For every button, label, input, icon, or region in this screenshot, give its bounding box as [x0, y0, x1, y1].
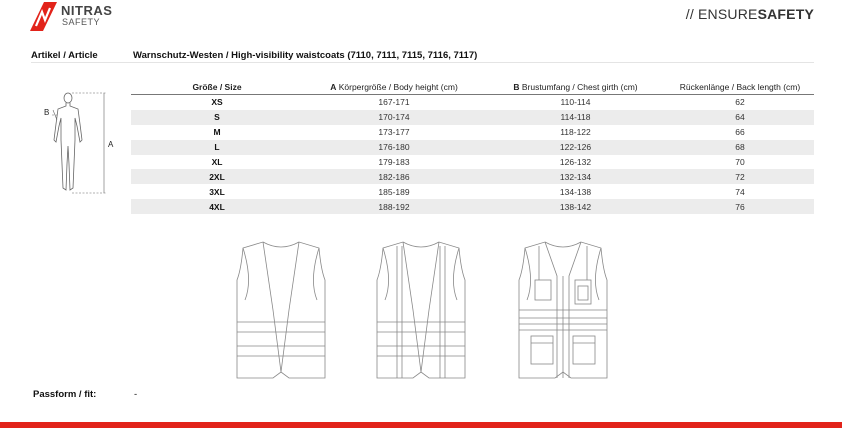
cell-height: 185-189: [378, 186, 410, 197]
cell-height: 182-186: [303, 169, 485, 184]
header-size: Größe / Size: [131, 80, 303, 95]
table-row: [131, 169, 814, 184]
cell-height: 167-171: [378, 97, 410, 108]
tagline-prefix: // ENSURE: [685, 6, 758, 22]
brand-name: NITRAS: [61, 3, 113, 18]
cell-back: 76: [666, 199, 814, 214]
cell-size: M: [213, 127, 221, 138]
cell-chest: 122-126: [485, 140, 666, 155]
table-row: [131, 155, 814, 170]
tagline-bold: SAFETY: [757, 6, 814, 22]
cell-back: 62: [735, 97, 745, 108]
body-measurement-figure: [42, 90, 116, 198]
size-table-header: [131, 80, 814, 95]
cell-size: 4XL: [131, 199, 303, 214]
fit-label: Passform / fit:: [33, 389, 97, 400]
cell-chest: 138-142: [485, 199, 666, 214]
table-row: [131, 184, 814, 199]
figure-label-a: A: [108, 140, 114, 149]
vest-pockets-illustration: [517, 240, 609, 383]
cell-back: 72: [666, 169, 814, 184]
cell-size: XL: [211, 157, 223, 167]
figure-label-b: B: [44, 108, 50, 117]
cell-chest: 132-134: [485, 169, 666, 184]
table-row: [131, 199, 814, 214]
cell-height: 173-177: [378, 127, 410, 138]
cell-chest: 110-114: [560, 97, 591, 108]
cell-size: XS: [211, 97, 223, 108]
cell-size: L: [131, 140, 303, 155]
article-value: Warnschutz-Westen / High-visibility waistcoats (7110, 7111, 7115, 7116, 7117): [133, 50, 478, 61]
divider: [31, 62, 814, 63]
table-row: [131, 140, 814, 155]
cell-back: 70: [735, 157, 745, 167]
cell-height: 179-183: [378, 157, 410, 167]
cell-back: 66: [735, 127, 745, 138]
cell-chest: 126-132: [559, 157, 592, 167]
cell-height: 176-180: [303, 140, 485, 155]
vest-stripes-illustration: [375, 240, 467, 383]
cell-chest: 134-138: [559, 186, 592, 197]
cell-size: 3XL: [209, 186, 225, 197]
cell-height: 188-192: [303, 199, 485, 214]
cell-size: S: [131, 110, 303, 125]
header-body-height: A Körpergröße / Body height (cm): [303, 80, 485, 95]
cell-back: 74: [735, 186, 745, 197]
header-back-length: Rückenlänge / Back length (cm): [666, 80, 814, 95]
cell-chest: 118-122: [560, 127, 591, 138]
cell-height: 170-174: [303, 110, 485, 125]
bottom-accent-bar: [0, 422, 842, 428]
header-chest-girth: B Brustumfang / Chest girth (cm): [485, 80, 666, 95]
cell-back: 68: [666, 140, 814, 155]
vest-plain-illustration: [235, 240, 327, 383]
brand-sub: SAFETY: [62, 17, 101, 27]
cell-chest: 114-118: [485, 110, 666, 125]
nitras-logo: [30, 2, 113, 32]
nitras-logo-icon: [30, 2, 57, 31]
cell-back: 64: [666, 110, 814, 125]
size-table: [131, 80, 814, 214]
article-label: Artikel / Article: [31, 50, 98, 61]
cell-size: 2XL: [131, 169, 303, 184]
tagline: [686, 6, 814, 22]
fit-value: -: [134, 389, 138, 400]
table-row: [131, 110, 814, 125]
table-row: [131, 95, 814, 110]
table-row: [131, 125, 814, 140]
